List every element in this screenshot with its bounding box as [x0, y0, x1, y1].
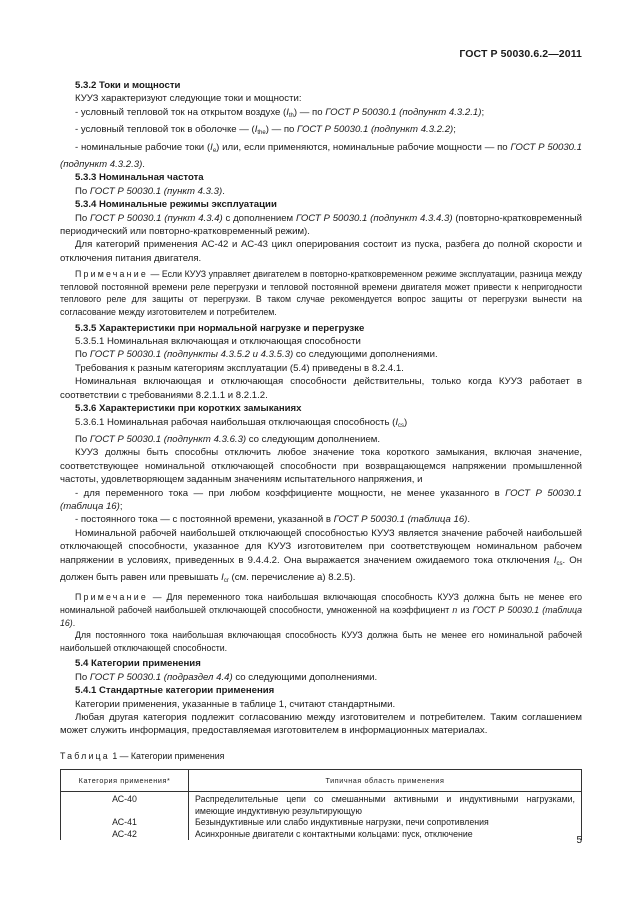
paragraph: КУУЗ должны быть способны отключить любое значение тока короткого замыкания, включая значение, соответствующее номинальной отключающей способности при возвращающемся напряжении промышленной частоты, удовлетворяющем заданным значениям испытательного напряжения, и: [60, 447, 582, 486]
paragraph: Любая другая категория подлежит согласованию между изготовителем и потребителем. Таким соглашением может служить информация, предоставляемая изготовителем в информационных материалах.: [60, 711, 582, 737]
list-item: - для переменного тока — при любом коэффициенте мощности, не менее указанного в ГОСТ Р 50030.1 (таблица 16);: [60, 487, 583, 512]
paragraph: По ГОСТ Р 50030.1 (пункт 4.3.4) с дополнением ГОСТ Р 50030.1 (подпункт 4.3.4.3) (повторно-кратковременный периодический или повторно-кратковременный режим).: [60, 212, 582, 238]
list-item: - условный тепловой ток в оболочке — $(I_{the})$ — по ГОСТ Р 50030.1 (подпункт 4.3.2.2);: [75, 124, 456, 137]
section-5-4-title: 5.4 Категории применения: [75, 658, 201, 670]
list-item: - номинальные рабочие токи $(I_e)$ или, если применяются, номинальные рабочие мощности — по ГОСТ Р 50030.1 (подпункт 4.3.2.3).: [60, 141, 583, 171]
categories-table: [60, 769, 582, 840]
section-5-3-5-title: 5.3.5 Характеристики при нормальной нагрузке и перегрузке: [75, 322, 365, 334]
paragraph: По ГОСТ Р 50030.1 (подраздел 4.4) со следующими дополнениями.: [75, 671, 378, 683]
paragraph: КУУЗ характеризуют следующие токи и мощности:: [75, 93, 302, 105]
table-caption: Таблица 1 — Категории применения: [60, 750, 225, 761]
page-number: 5: [576, 835, 582, 846]
paragraph: Для категорий применения АС-42 и АС-43 цикл оперирования состоит из пуска, разбега до полной скорости и отключения питания двигателя.: [60, 239, 582, 264]
list-item: - условный тепловой ток на открытом воздухе $(I_{th})$ — по ГОСТ Р 50030.1 (подпункт 4.3.2.1);: [75, 106, 485, 119]
paragraph: Требования к разным категориям эксплуатации (5.4) приведены в 8.2.4.1.: [75, 362, 404, 374]
paragraph: Номинальной рабочей наибольшей отключающей способностью КУУЗ является значение рабочей наибольшей отключающей способности, указанное для КУУЗ изготовителем при соответствующем номинальном рабочем напряжении в условиях, приведенных в 9.4.4.2. Она выражается значением ожидаемого тока отключения $I_{cs}$. Он должен быть равен или превышать $I_{cr}$ (см. перечисление а) 8.2.5).: [60, 527, 582, 584]
document-body: [60, 79, 582, 840]
paragraph: Номинальная включающая и отключающая способности действительны, только когда КУУЗ работает в соответствии с требованиями 8.2.1.1 и 8.2.1.2.: [60, 376, 582, 401]
subsection-title: 5.3.5.1 Номинальная включающая и отключающая способности: [75, 336, 361, 348]
table-cell-description: Распределительные цепи со смешанными активными и индуктивными нагрузками, имеющие индуктивную результирующую: [189, 792, 582, 818]
table-cell-category: АС-41: [61, 817, 189, 829]
section-5-4-1-title: 5.4.1 Стандартные категории применения: [75, 685, 275, 697]
section-5-3-6-title: 5.3.6 Характеристики при коротких замыканиях: [75, 403, 302, 415]
list-item: - постоянного тока — с постоянной времени, указанной в ГОСТ Р 50030.1 (таблица 16).: [75, 514, 471, 526]
table-cell-category: АС-42: [61, 829, 189, 841]
paragraph: Категории применения, указанные в таблице 1, считают стандартными.: [75, 698, 396, 710]
note: Примечание — Для переменного тока наибольшая включающая способность КУУЗ должна быть не менее его номинальной рабочей наибольшей отключающей способности, умноженной на коэффициент n из ГОСТ Р 50030.1 (таблица 16).: [60, 592, 582, 628]
column-header: Типичная область применения: [189, 770, 582, 792]
standard-header: ГОСТ Р 50030.6.2—2011: [459, 48, 582, 60]
table-row: [61, 792, 582, 818]
note: Примечание — Если КУУЗ управляет двигателем в повторно-кратковременном режиме эксплуатации, разница между тепловой постоянной времени реле перегрузки и тепловой постоянной времени двигателя может привести к непригодности теплового реле для защиты от перегрузки. В таком случае рекомендуется вопрос защиты от перегрузки вынести на согласование между изготовителем и потребителем.: [60, 269, 582, 318]
section-5-3-2-title: 5.3.2 Токи и мощности: [75, 80, 181, 91]
paragraph: По ГОСТ Р 50030.1 (подпункт 4.3.6.3) со следующим дополнением.: [75, 433, 381, 445]
section-5-3-4-title: 5.3.4 Номинальные режимы эксплуатации: [75, 199, 277, 211]
table-cell-description: Безындуктивные или слабо индуктивные нагрузки, печи сопротивления: [189, 817, 582, 829]
table-cell-category: АС-40: [61, 792, 189, 818]
section-5-3-3-title: 5.3.3 Номинальная частота: [75, 172, 204, 184]
table-cell-description: Асинхронные двигатели с контактными кольцами: пуск, отключение: [189, 829, 582, 841]
subsection-title: 5.3.6.1 Номинальная рабочая наибольшая отключающая способность $(I_{cs})$: [75, 416, 408, 429]
table-row: [61, 829, 582, 841]
paragraph: По ГОСТ Р 50030.1 (подпункты 4.3.5.2 и 4.3.5.3) со следующими дополнениями.: [75, 349, 438, 361]
note: Для постоянного тока наибольшая включающая способность КУУЗ должна быть не менее его номинальной рабочей наибольшей отключающей способности.: [60, 630, 582, 653]
paragraph: По ГОСТ Р 50030.1 (пункт 4.3.3).: [75, 185, 225, 197]
column-header: Категория применения*: [61, 770, 189, 792]
table-row: [61, 817, 582, 829]
